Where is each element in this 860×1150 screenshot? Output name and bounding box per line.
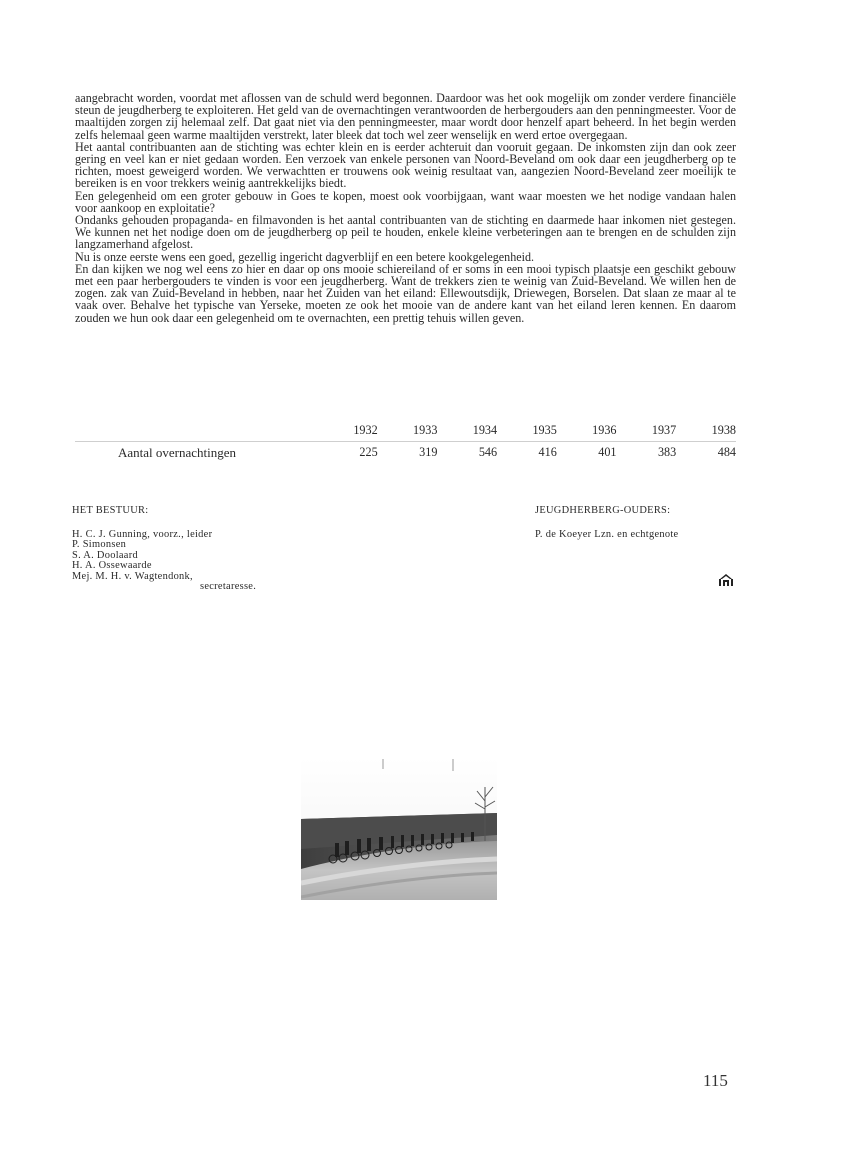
stats-value: 225 [359,445,378,459]
stats-year: 1936 [557,420,617,442]
board-member: P. Simonsen [72,539,127,550]
board-heading: HET BESTUUR: [72,505,149,516]
board-member: Mej. M. H. v. Wagtendonk, [72,570,193,582]
paragraph-propaganda: Ondanks gehouden propaganda- en filmavonden is het aantal contribuanten van de stichting en daarmede haar inkomen niet gestegen. We kunnen net het nodige doen om de jeugdherberg op peil te houden, enkele kleine verbeteringen aan te brengen en de schulden zijn langzamerhand afgelost. [75,213,736,252]
stats-year: 1935 [497,420,557,442]
stats-value: 401 [598,445,617,459]
stats-year: 1933 [378,420,438,442]
stats-value: 319 [419,445,438,459]
stats-year-row [75,420,736,442]
stats-year: 1934 [437,420,497,442]
page-number: 115 [703,1071,728,1090]
hostel-parents-heading: JEUGDHERBERG-OUDERS: [535,505,671,516]
stats-value-row [75,442,736,464]
stats-value: 416 [538,445,557,459]
stats-row-label: Aantal overnachtingen [118,444,237,460]
cyclists-on-dike-road-photo [301,757,497,900]
paragraph-contributors: Het aantal contribuanten aan de stichting was echter klein en is eerder achteruit dan vooruit gegaan. De inkomsten zijn dan ook zeer gering en veel kan er niet gedaan worden. Een verzoek van enkele personen van Noord-Beveland om ook daar een jeugdherberg op te richten, moest geweigerd worden. We verwachtten er trouwens ook weinig resultaat van, aangezien Noord-Beveland zeer moeilijk te bereiken is en voor trekkers weinig aantrekkelijks biedt. [75,139,736,191]
hostel-parents-section [535,506,678,540]
stats-year: 1938 [676,420,736,442]
stats-corner-cell [75,420,318,442]
overnight-stats-table [75,420,736,463]
board-member: H. C. J. Gunning, voorz., leider [72,528,213,540]
stats-year: 1932 [318,420,378,442]
paragraph-goes-building: Een gelegenheid om een groter gebouw in Goes te kopen, moest ook voorbijgaan, want waar moesten we het nodige vandaan halen voor aankoop en exploitatie? [75,188,736,215]
stats-value: 546 [478,445,498,459]
youth-hostel-emblem-icon [719,574,733,586]
board-member: S. A. Doolaard [72,549,138,561]
board-section [72,506,256,593]
hostel-parents-names: P. de Koeyer Lzn. en echtgenote [535,528,679,540]
stats-value: 484 [717,445,736,459]
paragraph-financing: aangebracht worden, voordat met aflossen van de schuld werd begonnen. Daardoor was het ook mogelijk om zonder verdere financiële steun de jeugdherberg te exploiteren. Het geld van de overnachtingen verantwoorden de herbergouders aan den penningmeester. Voor de maaltijden zorgen zij helemaal zelf. Dat gaat niet via den penningmeester, maar wordt door henzelf apart beheerd. In het begin werden zelfs helemaal geen warme maaltijden verstrekt, later bleek dat toch wel zeer wenselijk en werd ertoe overgegaan. [75,91,736,142]
paragraph-zuid-beveland: En dan kijken we nog wel eens zo hier en daar op ons mooie schiereiland of er soms in een mooi typisch plaatsje een geschikt gebouw met een paar herbergouders te vinden is voor een jeugdherberg. Want de trekkers zien te weinig van Zuid-Beveland. We willen hen de zogen. zak van Zuid-Beveland in hebben, naar het Zuiden van het eiland: Ellewoutsdijk, Driewegen, Borselen. Dat slaan ze maar al te vaak over. Behalve het typische van Yerseke, moeten ze ook het mooie van de andere kant van het eiland leren kennen. En daarom zouden we hun ook daar een gelegenheid om te overnachten, een prettig tehuis willen geven. [75,261,736,325]
main-text [75,92,736,324]
stats-value: 383 [657,445,677,459]
board-member: H. A. Ossewaarde [72,560,152,571]
paragraph-wish: Nu is onze eerste wens een goed, gezellig ingericht dagverblijf en een betere kookgelegenheid. [75,249,535,264]
board-member-role: secretaresse. [200,581,257,592]
stats-year: 1937 [617,420,677,442]
